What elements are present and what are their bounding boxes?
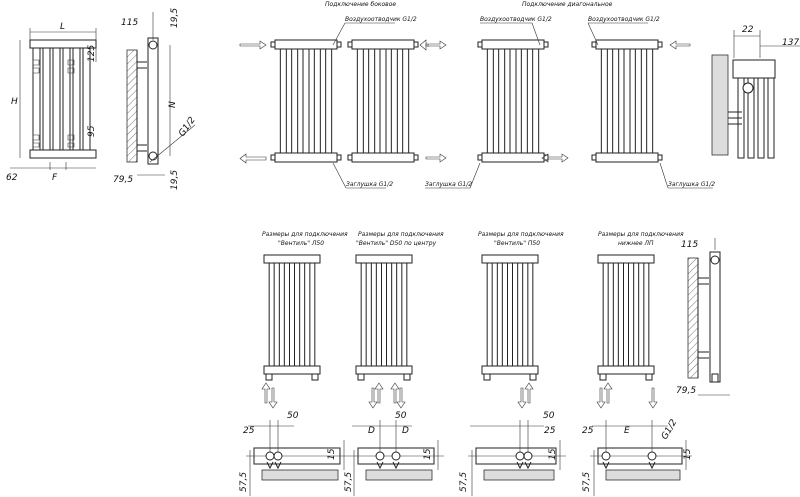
b2-dim-D1: D: [368, 426, 375, 436]
b4-dim-E: E: [624, 426, 630, 436]
dim-H: H: [11, 97, 18, 107]
top-radiator-3: [478, 40, 548, 162]
top-radiators: [271, 40, 662, 162]
flow-arrows-bottom: [262, 383, 657, 408]
b1-dim-50: 50: [287, 411, 299, 421]
bottom-title-2-line1: Размеры для подключения: [358, 231, 444, 238]
main-front-view: [6, 22, 97, 183]
bottom-radiator-4: [598, 255, 654, 380]
b2-dim-15: 15: [423, 448, 433, 460]
dim-F: F: [52, 173, 58, 183]
b4-dim-575: 57,5: [582, 471, 592, 492]
bs-dim-115: 115: [681, 240, 699, 250]
b2-dim-50: 50: [395, 411, 407, 421]
top-radiator-4: [592, 40, 662, 162]
dim-795-side: 79,5: [113, 175, 134, 185]
bottom-title-1-line1: Размеры для подключения: [262, 231, 348, 238]
plug-label-3: Заглушка G1/2: [668, 181, 716, 188]
b2-dim-D2: D: [402, 426, 409, 436]
air-vent-label-1: Воздухоотводчик G1/2: [345, 16, 417, 23]
bottom-title-1-line2: "Вентиль" Л50: [278, 240, 325, 247]
plug-label-2: Заглушка G1/2: [425, 181, 473, 188]
bottom-title-3-line1: Размеры для подключения: [478, 231, 564, 238]
bottom-radiator-1: [264, 255, 320, 380]
heading-diagonal-connection: Подключение диагональное: [522, 1, 613, 8]
b2-dim-575: 57,5: [344, 471, 354, 492]
b3-dim-575: 57,5: [459, 471, 469, 492]
dim-195-bottom: 19,5: [170, 169, 180, 190]
tube: [53, 48, 60, 150]
bottom-radiator-3: [482, 255, 538, 380]
g12-main: G1/2: [177, 115, 198, 139]
air-vent-label-2: Воздухоотводчик G1/2: [480, 16, 552, 23]
air-vent-label-3: Воздухоотводчик G1/2: [588, 16, 660, 23]
bottom-detail-4: [590, 417, 692, 496]
b1-dim-25: 25: [243, 426, 255, 436]
bottom-title-3-line2: "Вентиль" П50: [494, 240, 541, 247]
bottom-side-view: [676, 238, 730, 396]
dim-62: 62: [6, 173, 18, 183]
bottom-title-2-line2: "Вентиль" D50 по центру: [356, 240, 437, 247]
main-side-view: [113, 8, 198, 190]
wall-mount-detail: [712, 25, 800, 158]
dim-95: 95: [87, 125, 97, 137]
dim-N: N: [168, 101, 178, 108]
bs-dim-795: 79,5: [676, 386, 697, 396]
b1-dim-575: 57,5: [239, 471, 249, 492]
top-radiator-2: [348, 40, 418, 162]
b4-dim-15: 15: [683, 448, 693, 460]
dim-125: 125: [87, 44, 97, 62]
bottom-title-4-line2: нижнее ЛП: [618, 240, 654, 247]
b4-g12: G1/2: [659, 417, 680, 442]
b4-dim-25: 25: [582, 426, 594, 436]
heading-side-connection: Подключение боковое: [325, 1, 397, 8]
b1-dim-15: 15: [327, 448, 337, 460]
b3-dim-50: 50: [543, 411, 555, 421]
bottom-title-4-line1: Размеры для подключения: [598, 231, 684, 238]
dim-L: L: [60, 22, 66, 32]
top-radiator-1: [271, 40, 341, 162]
bottom-radiator-2: [356, 255, 412, 380]
dim-115: 115: [121, 18, 139, 28]
b3-dim-25: 25: [544, 426, 556, 436]
plug-label-1: Заглушка G1/2: [346, 181, 394, 188]
dim-137: 137: [782, 38, 800, 48]
bottom-radiators: [264, 255, 654, 380]
dim-22: 22: [742, 25, 754, 35]
tube: [43, 48, 50, 150]
dim-195-top: 19,5: [170, 7, 180, 28]
b3-dim-15: 15: [548, 448, 558, 460]
